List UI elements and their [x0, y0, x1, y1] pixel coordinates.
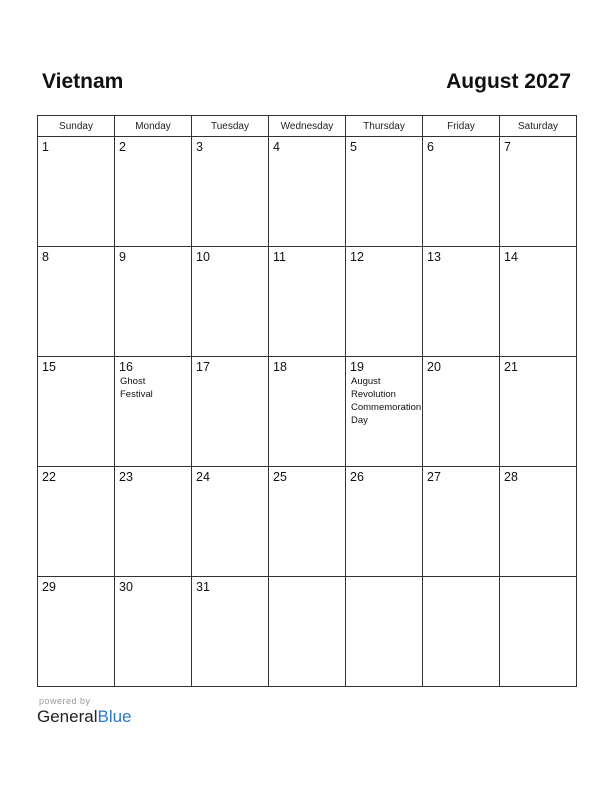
day-number: 7: [504, 140, 511, 154]
day-number: 1: [42, 140, 49, 154]
week-row: [38, 247, 577, 357]
day-cell: [269, 467, 346, 577]
day-cell: [346, 577, 423, 687]
day-number: 22: [42, 470, 56, 484]
footer: [37, 696, 132, 727]
day-number: 2: [119, 140, 126, 154]
day-number: 26: [350, 470, 364, 484]
day-number: 19: [350, 360, 364, 374]
day-number: 17: [196, 360, 210, 374]
weekday-tuesday: Tuesday: [192, 116, 269, 137]
day-number: 15: [42, 360, 56, 374]
day-number: 12: [350, 250, 364, 264]
week-row: [38, 467, 577, 577]
weekday-thursday: Thursday: [346, 116, 423, 137]
weekday-header-row: [38, 116, 577, 137]
day-number: 13: [427, 250, 441, 264]
day-cell: [115, 577, 192, 687]
day-cell: [346, 247, 423, 357]
day-number: 23: [119, 470, 133, 484]
day-cell: [192, 137, 269, 247]
day-cell: [192, 467, 269, 577]
holiday-label: Ghost Festival: [120, 376, 153, 400]
day-number: 5: [350, 140, 357, 154]
day-cell: [423, 467, 500, 577]
day-number: 24: [196, 470, 210, 484]
day-number: 14: [504, 250, 518, 264]
day-cell: [38, 357, 115, 467]
title-row: [37, 70, 577, 100]
day-cell: [423, 137, 500, 247]
day-cell: [115, 357, 192, 467]
day-number: 8: [42, 250, 49, 264]
weekday-wednesday: Wednesday: [269, 116, 346, 137]
day-number: 18: [273, 360, 287, 374]
week-row: [38, 137, 577, 247]
day-cell: [269, 357, 346, 467]
day-cell: [500, 137, 577, 247]
day-number: 27: [427, 470, 441, 484]
day-cell: [423, 577, 500, 687]
brand-blue: Blue: [97, 707, 132, 726]
day-number: 3: [196, 140, 203, 154]
day-cell: [500, 247, 577, 357]
calendar-body: [38, 137, 577, 687]
day-number: 31: [196, 580, 210, 594]
day-cell: [346, 137, 423, 247]
day-cell: [423, 247, 500, 357]
day-number: 20: [427, 360, 441, 374]
brand-general: General: [37, 707, 98, 726]
day-cell: [500, 467, 577, 577]
day-cell: [115, 467, 192, 577]
holiday-label: August Revolution Commemoration Day: [351, 376, 422, 426]
day-number: 4: [273, 140, 280, 154]
day-cell: [115, 137, 192, 247]
weekday-sunday: Sunday: [38, 116, 115, 137]
day-number: 11: [273, 250, 286, 264]
weekday-monday: Monday: [115, 116, 192, 137]
day-cell: [38, 467, 115, 577]
day-number: 9: [119, 250, 126, 264]
day-cell: [269, 577, 346, 687]
day-number: 16: [119, 360, 133, 374]
powered-by-text: powered by: [39, 696, 91, 706]
day-cell: [269, 137, 346, 247]
day-number: 28: [504, 470, 518, 484]
day-cell: [423, 357, 500, 467]
weekday-saturday: Saturday: [500, 116, 577, 137]
weekday-friday: Friday: [423, 116, 500, 137]
day-number: 6: [427, 140, 434, 154]
day-number: 30: [119, 580, 133, 594]
country-title: Vietnam: [42, 70, 124, 93]
day-cell: [500, 577, 577, 687]
day-cell: [192, 247, 269, 357]
day-number: 21: [504, 360, 518, 374]
day-cell: [269, 247, 346, 357]
month-year-title: August 2027: [446, 70, 571, 93]
day-cell: [500, 357, 577, 467]
week-row: [38, 357, 577, 467]
day-cell: [346, 467, 423, 577]
day-cell: [38, 137, 115, 247]
calendar-grid: [37, 115, 577, 687]
day-number: 10: [196, 250, 210, 264]
week-row: [38, 577, 577, 687]
generalblue-logo[interactable]: [37, 707, 132, 727]
day-cell: [346, 357, 423, 467]
day-cell: [192, 577, 269, 687]
day-cell: [38, 247, 115, 357]
day-cell: [192, 357, 269, 467]
day-number: 29: [42, 580, 56, 594]
day-cell: [115, 247, 192, 357]
day-cell: [38, 577, 115, 687]
day-number: 25: [273, 470, 287, 484]
